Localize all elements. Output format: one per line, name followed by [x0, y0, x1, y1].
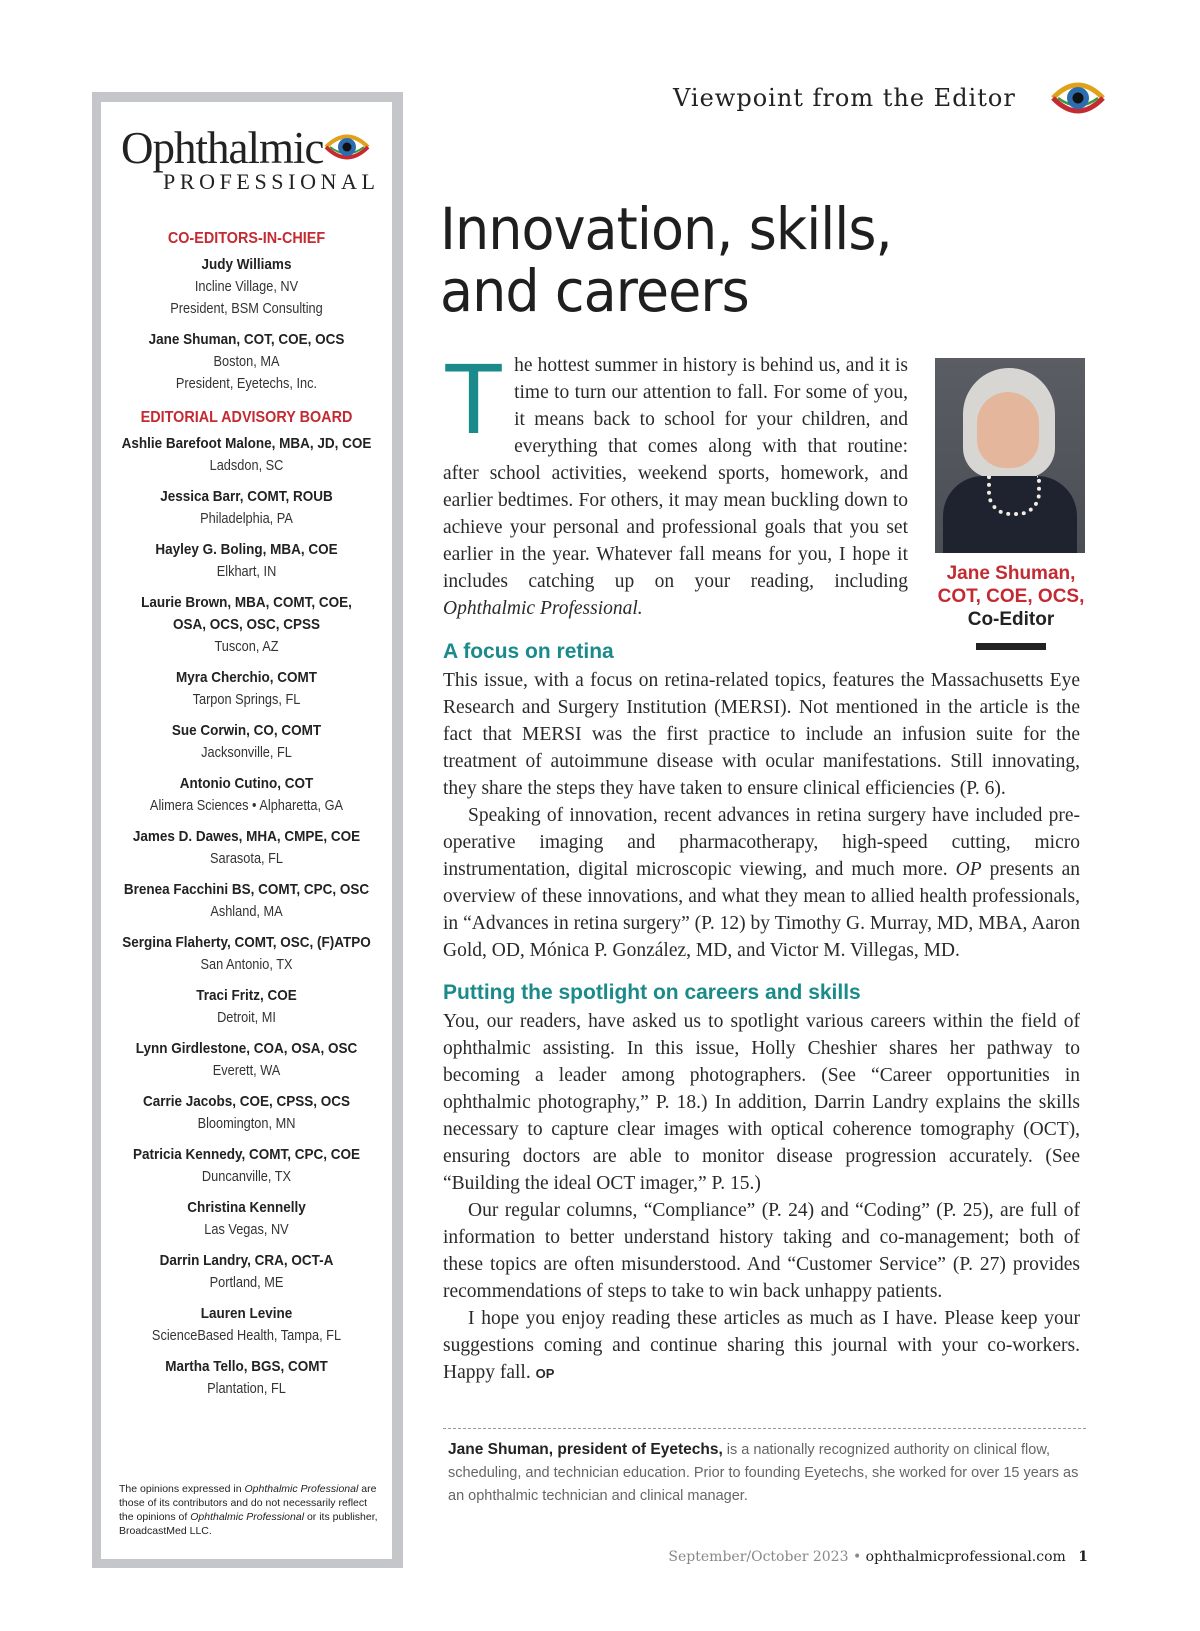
board-member-entry: [101, 720, 392, 764]
disclaimer-text: The opinions expressed in: [119, 1483, 245, 1495]
publication-name: Ophthalmic Professional: [190, 1511, 305, 1523]
person-name-continued: OSA, OCS, OSC, CPSS: [172, 616, 321, 633]
photo-face: [977, 392, 1039, 468]
person-name: Sue Corwin, CO, COMT: [171, 722, 322, 739]
person-name: Myra Cherchio, COMT: [175, 669, 318, 686]
co-editor-entry: [101, 254, 392, 320]
publication-abbrev: OP: [955, 859, 982, 880]
person-location: Detroit, MI: [217, 1010, 276, 1026]
board-member-entry: [101, 1091, 392, 1135]
person-name: James D. Dawes, MHA, CMPE, COE: [132, 828, 361, 845]
caption-credentials: COT, COE, OCS,: [937, 586, 1085, 607]
person-name: Lynn Girdlestone, COA, OSA, OSC: [135, 1040, 358, 1057]
person-name: Ashlie Barefoot Malone, MBA, JD, COE: [121, 435, 372, 452]
caption-divider: [976, 643, 1046, 650]
section-body: [443, 1008, 1080, 1387]
title-line: Innovation, skills,: [440, 195, 892, 263]
paragraph-text: I hope you enjoy reading these articles as much as I have. Please keep your suggestions coming and continue sharing this journal with your co-workers. Happy fall.: [443, 1308, 1080, 1383]
person-name: Traci Fritz, COE: [196, 987, 297, 1004]
website-link[interactable]: ophthalmicprofessional.com: [865, 1549, 1066, 1565]
intro-paragraph: [443, 343, 908, 622]
person-location: Portland, ME: [209, 1275, 284, 1291]
page-number: 1: [1078, 1549, 1088, 1565]
person-location: Plantation, FL: [207, 1381, 286, 1397]
bio-name: Jane Shuman, president of Eyetechs,: [448, 1441, 723, 1458]
paragraph: Our regular columns, “Compliance” (P. 24) and “Coding” (P. 25), are full of information to better understand history taking and co-management; both of these topics are often misunderstood. And “Customer Service” (P. 27) provides recommendations of steps to take to win back unhappy patients.: [443, 1200, 1080, 1302]
person-location: Duncanville, TX: [201, 1169, 292, 1185]
paragraph: This issue, with a focus on retina-related topics, features the Massachusetts Eye Research and Surgery Institution (MERSI). Not mentioned in the article is the fact that MERSI was the first practice to include an infusion suite for the treatment of autoimmune disease with ocular manifestations. Still innovating, they share the steps they have taken to ensure clinical efficiencies (P. 6).: [443, 670, 1080, 799]
disclaimer-text: are those of its contributors and do not necessarily reflect the opinions of: [119, 1483, 377, 1523]
paragraph-text: presents an overview of these innovations, and what they mean to allied health professionals, in “Advances in retina surgery” (P. 12) by Timothy G. Murray, MD, MBA, Aaron Gold, OD, Mónica P. González, MD, and Victor M. Villegas, MD.: [443, 859, 1080, 961]
board-member-entry: [101, 433, 392, 477]
board-member-entry: [101, 1197, 392, 1241]
person-title: President, BSM Consulting: [170, 301, 323, 317]
board-member-entry: [101, 826, 392, 870]
intro-text: he hottest summer in history is behind us, and it is time to turn our attention to fall. For some of you, it means back to school for your children, and everything that comes along with that routine: after school activities, weekend sports, homework, and earlier bedtimes. For others, it may mean buckling down to achieve your personal and professional goals that you set earlier in the year. Whatever fall means for you, I hope it includes catching up on your reading, including: [443, 355, 908, 592]
caption-role: Co-Editor: [967, 609, 1055, 630]
board-member-entry: [101, 1303, 392, 1347]
board-member-entry: [101, 667, 392, 711]
person-location: Las Vegas, NV: [204, 1222, 289, 1238]
board-heading: EDITORIAL ADVISORY BOARD: [140, 409, 353, 426]
bio-divider: [443, 1428, 1086, 1429]
publication-name: Ophthalmic Professional: [244, 1483, 359, 1495]
person-name: Patricia Kennedy, COMT, CPC, COE: [132, 1146, 361, 1163]
person-name: Hayley G. Boling, MBA, COE: [155, 541, 338, 558]
person-name: Antonio Cutino, COT: [179, 775, 314, 792]
person-location: Elkhart, IN: [216, 564, 277, 580]
person-name: Brenea Facchini BS, COMT, CPC, OSC: [123, 881, 370, 898]
photo-caption: [918, 562, 1104, 631]
person-location: Ashland, MA: [210, 904, 283, 920]
logo-wordmark: Ophthalmic: [121, 123, 324, 173]
person-name: Christina Kennelly: [187, 1199, 306, 1216]
person-location: Tarpon Springs, FL: [192, 692, 301, 708]
title-line: and careers: [440, 257, 749, 325]
person-location: Tuscon, AZ: [214, 639, 279, 655]
person-location: Alimera Sciences • Alpharetta, GA: [149, 798, 344, 814]
eye-logo-icon: [1050, 78, 1106, 118]
section-body: [443, 667, 1080, 964]
publication-logo: [101, 124, 392, 216]
person-location: Everett, WA: [212, 1063, 281, 1079]
co-editors-heading: CO-EDITORS-IN-CHIEF: [167, 230, 326, 247]
person-location: ScienceBased Health, Tampa, FL: [151, 1328, 342, 1344]
bio-text: is a nationally recognized authority on clinical flow, scheduling, and technician education. Prior to founding Eyetechs, she worked for over 15 years as an ophthalmic technician and clinical manager.: [448, 1442, 1079, 1504]
logo-subtitle: PROFESSIONAL: [163, 169, 380, 194]
person-location: Jacksonville, FL: [201, 745, 292, 761]
photo-necklace: [987, 476, 1041, 516]
person-name: Sergina Flaherty, COMT, OSC, (F)ATPO: [122, 934, 371, 951]
board-list: [101, 433, 392, 1400]
publication-name: Ophthalmic Professional.: [443, 598, 643, 619]
article-title: [440, 195, 998, 325]
person-name: Judy Williams: [201, 256, 292, 273]
person-location: Boston, MA: [213, 354, 280, 370]
board-member-entry: [101, 1144, 392, 1188]
eye-logo-icon: [324, 130, 370, 164]
disclaimer-text: or its publisher, BroadcastMed LLC.: [119, 1511, 378, 1537]
person-name: Jane Shuman, COT, COE, OCS: [148, 331, 345, 348]
section-heading: A focus on retina: [443, 640, 614, 663]
paragraph-text: Speaking of innovation, recent advances in retina surgery have included pre-operative imaging and pharmacotherapy, high-speed cutting, micro instrumentation, digital microscopic viewing, and much more.: [443, 805, 1080, 880]
board-member-entry: [101, 1250, 392, 1294]
person-title: President, Eyetechs, Inc.: [175, 376, 318, 392]
signoff-mark: OP: [535, 1366, 555, 1381]
person-location: Ladsdon, SC: [209, 458, 284, 474]
person-name: Darrin Landry, CRA, OCT-A: [159, 1252, 334, 1269]
masthead-sidebar: [101, 102, 392, 1559]
person-location: Sarasota, FL: [209, 851, 284, 867]
paragraph: [443, 1305, 1080, 1387]
person-name: Carrie Jacobs, COE, CPSS, OCS: [142, 1093, 351, 1110]
person-location: Philadelphia, PA: [200, 511, 293, 527]
disclaimer: [119, 1482, 381, 1538]
person-location: Bloomington, MN: [197, 1116, 296, 1132]
board-member-entry: [101, 932, 392, 976]
person-name: Laurie Brown, MBA, COMT, COE,: [141, 594, 352, 611]
board-member-entry: [101, 539, 392, 583]
co-editor-entry: [101, 329, 392, 395]
issue-date: September/October 2023 •: [668, 1549, 862, 1565]
board-member-entry: [101, 773, 392, 817]
author-bio: [448, 1438, 1083, 1508]
caption-name: Jane Shuman,: [946, 563, 1076, 584]
board-member-entry: [101, 1356, 392, 1400]
person-name: Jessica Barr, COMT, ROUB: [160, 488, 333, 505]
paragraph: You, our readers, have asked us to spotlight various careers within the field of ophthalmic assisting. In this issue, Holly Cheshier shares her pathway to becoming a leader among photographers. (See “Career opportunities in ophthalmic photography,” P. 18.) In addition, Darrin Landry explains the skills necessary to capture clear images with optical coherence tomography (OCT), ensuring doctors are able to monitor disease progression accurately. (See “Building the ideal OCT imager,” P. 15.): [443, 1011, 1080, 1194]
paragraph: [443, 802, 1080, 964]
person-location: Incline Village, NV: [194, 279, 299, 295]
section-heading: Putting the spotlight on careers and skills: [443, 981, 861, 1004]
board-member-entry: [101, 879, 392, 923]
section-header: Viewpoint from the Editor: [673, 84, 1016, 112]
page-footer: [668, 1549, 1088, 1565]
board-member-entry: [101, 592, 392, 658]
author-photo: [935, 358, 1085, 553]
person-name: Lauren Levine: [200, 1305, 293, 1322]
board-member-entry: [101, 1038, 392, 1082]
drop-cap: T: [443, 343, 505, 455]
board-member-entry: [101, 486, 392, 530]
board-member-entry: [101, 985, 392, 1029]
person-name: Martha Tello, BGS, COMT: [165, 1358, 328, 1375]
person-location: San Antonio, TX: [200, 957, 293, 973]
